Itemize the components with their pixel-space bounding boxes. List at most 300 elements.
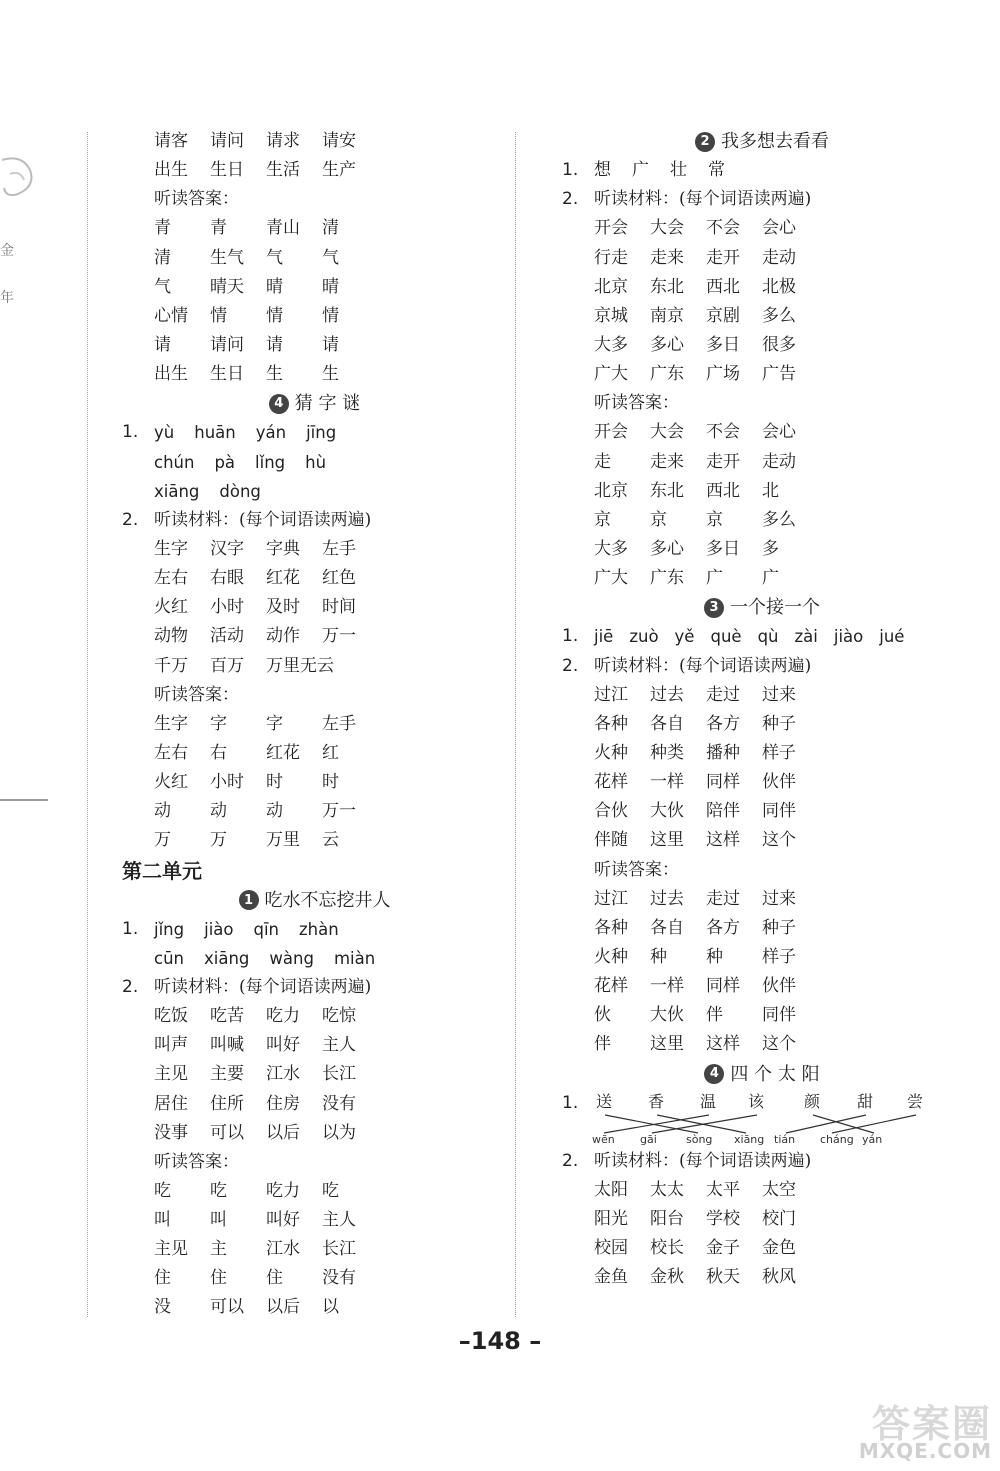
word: 伴随 [594, 830, 628, 851]
word: 大多 [594, 334, 628, 355]
word: 心情 [154, 305, 188, 326]
word: 太平 [706, 1179, 740, 1200]
word: 走来 [650, 247, 684, 268]
word: 这样 [706, 1034, 740, 1055]
word: 生日 [210, 160, 244, 181]
section-heading [562, 593, 962, 622]
section-number-badge: 1 [239, 890, 259, 910]
word: 走 [594, 451, 611, 472]
word: 生日 [210, 364, 244, 385]
question-number: 2. [562, 189, 579, 210]
word: 走动 [762, 451, 796, 472]
word: 万 [210, 830, 227, 851]
word-row [122, 652, 507, 681]
word-list [122, 1002, 507, 1148]
word: 样子 [762, 742, 796, 763]
word-row [122, 768, 507, 797]
word-row [122, 826, 507, 855]
word: 伴 [594, 1034, 611, 1055]
watermark-logo: 答案圈 [871, 1402, 992, 1446]
page-number: –148 – [458, 1327, 542, 1355]
word: 青 [210, 218, 227, 239]
question-label: 听读材料：(每个词语读两遍) [594, 189, 812, 210]
word: 请 [266, 334, 283, 355]
word: 吃惊 [322, 1006, 356, 1027]
word: 清 [154, 247, 171, 268]
pinyin-row [122, 477, 507, 506]
pinyin: huān [194, 423, 236, 443]
word: 种 [706, 946, 723, 967]
word: 京 [650, 509, 667, 530]
word-row [562, 506, 962, 535]
word: 陪伴 [706, 801, 740, 822]
word: 红 [322, 742, 339, 763]
match-pinyin: wēn [592, 1132, 615, 1146]
word: 以 [322, 1297, 339, 1318]
section-heading [122, 389, 507, 418]
pinyin-row [122, 418, 507, 447]
word: 动 [210, 801, 227, 822]
column-divider [515, 132, 516, 1317]
word: 京 [594, 509, 611, 530]
pinyin: chún [154, 452, 195, 472]
word: 伙伴 [762, 976, 796, 997]
word-row [122, 1206, 507, 1235]
word-list [562, 1176, 962, 1293]
match-char: 香 [648, 1091, 665, 1111]
word: 青山 [266, 218, 300, 239]
word: 以为 [322, 1122, 356, 1143]
word-row [562, 1263, 962, 1292]
word: 情 [266, 305, 283, 326]
word: 过江 [594, 684, 628, 705]
section-title: 猜 字 谜 [294, 393, 361, 415]
word: 很多 [762, 334, 796, 355]
word: 走过 [706, 888, 740, 909]
word: 动作 [266, 626, 300, 647]
unit-heading: 第二单元 [122, 858, 202, 883]
word-row [562, 1030, 962, 1059]
pinyin: lǐng [255, 452, 286, 472]
word: 种子 [762, 917, 796, 938]
word-row [122, 1293, 507, 1322]
word: 同伴 [762, 1005, 796, 1026]
side-fragment-char: 金 [0, 243, 14, 259]
pinyin-exercise [122, 418, 507, 505]
word: 多日 [706, 334, 740, 355]
word: 清 [322, 218, 339, 239]
word: 叫好 [266, 1035, 300, 1056]
word: 右眼 [210, 568, 244, 589]
word: 播种 [706, 742, 740, 763]
char-answer: 广 [632, 160, 649, 181]
word: 情 [210, 305, 227, 326]
pinyin: yù [154, 423, 175, 443]
word-row [562, 564, 962, 593]
word: 种 [650, 946, 667, 967]
pinyin: jué [879, 626, 905, 646]
word-row [562, 914, 962, 943]
pinyin: hù [305, 452, 327, 472]
word: 吃 [322, 1180, 339, 1201]
word: 长江 [322, 1239, 356, 1260]
word-row [122, 739, 507, 768]
word-row [562, 797, 962, 826]
question-number: 2. [562, 655, 579, 676]
section-number-badge: 3 [704, 598, 724, 618]
word: 走过 [706, 684, 740, 705]
word: 校门 [762, 1208, 796, 1229]
pinyin: pà [214, 452, 236, 472]
word: 这里 [650, 1034, 684, 1055]
word: 这样 [706, 830, 740, 851]
word: 时间 [322, 597, 356, 618]
word: 一样 [650, 772, 684, 793]
word: 请安 [322, 131, 356, 151]
pinyin: qīn [253, 919, 279, 939]
pinyin-row [122, 448, 507, 477]
word-row [122, 1264, 507, 1293]
answer-label: 听读答案： [594, 859, 679, 880]
word-row [562, 1205, 962, 1234]
word: 万一 [322, 801, 356, 822]
pinyin-answers [594, 622, 920, 652]
word: 时 [322, 772, 339, 793]
word: 一样 [650, 976, 684, 997]
watermark [812, 1393, 992, 1463]
word-row [122, 360, 507, 389]
intro-answers [122, 214, 507, 389]
word: 太阳 [594, 1179, 628, 1200]
word: 左右 [154, 568, 188, 589]
word: 主见 [154, 1064, 188, 1085]
word: 火种 [594, 742, 628, 763]
word: 这个 [762, 1034, 796, 1055]
word: 生 [266, 364, 283, 385]
word: 校长 [650, 1238, 684, 1259]
word-row [562, 360, 962, 389]
word: 过去 [650, 684, 684, 705]
question-label: 听读材料：(每个词语读两遍) [594, 1150, 812, 1171]
word: 过来 [762, 684, 796, 705]
word: 住所 [210, 1093, 244, 1114]
word-row [122, 1031, 507, 1060]
word: 走开 [706, 451, 740, 472]
word: 小时 [210, 772, 244, 793]
word: 多日 [706, 538, 740, 559]
word: 住房 [266, 1093, 300, 1114]
word: 吃 [154, 1180, 171, 1201]
word: 气 [266, 247, 283, 268]
word: 吃力 [266, 1180, 300, 1201]
match-pinyin: xiāng [734, 1132, 765, 1146]
word: 东北 [650, 276, 684, 297]
word: 吃力 [266, 1006, 300, 1027]
word: 晴 [322, 276, 339, 297]
word: 京城 [594, 305, 628, 326]
word-row [562, 710, 962, 739]
match-line [786, 1115, 866, 1133]
match-pinyin: cháng [820, 1132, 854, 1146]
left-column [122, 127, 507, 1323]
word-row [122, 1235, 507, 1264]
word: 东北 [650, 480, 684, 501]
match-char: 该 [748, 1091, 765, 1111]
word: 吃 [210, 1180, 227, 1201]
side-ornament-icon [0, 150, 40, 210]
word: 秋风 [762, 1267, 796, 1288]
match-char: 颜 [804, 1091, 821, 1111]
word: 太太 [650, 1179, 684, 1200]
word: 各种 [594, 917, 628, 938]
pinyin: yě [674, 626, 695, 646]
word: 会心 [762, 218, 796, 239]
word: 生气 [210, 247, 244, 268]
word-row [562, 448, 962, 477]
word-row [122, 331, 507, 360]
word: 动物 [154, 626, 188, 647]
answer-label: 听读答案： [154, 684, 239, 705]
pinyin-row [122, 944, 507, 973]
word: 晴天 [210, 276, 244, 297]
word: 种子 [762, 713, 796, 734]
word: 可以 [210, 1122, 244, 1143]
word-row [562, 1001, 962, 1030]
word: 吃饭 [154, 1006, 188, 1027]
word: 同样 [706, 772, 740, 793]
watermark-url: MXQE.COM [858, 1439, 992, 1463]
word: 请 [322, 334, 339, 355]
word: 左手 [322, 538, 356, 559]
word: 各自 [650, 713, 684, 734]
word: 大伙 [650, 1005, 684, 1026]
pinyin: zhàn [299, 919, 339, 939]
word-row [122, 156, 507, 185]
question-label: 听读材料：(每个词语读两遍) [154, 976, 372, 997]
word: 住 [266, 1268, 283, 1289]
right-column [562, 127, 962, 1292]
word: 秋天 [706, 1267, 740, 1288]
word-row [122, 1177, 507, 1206]
word: 广大 [594, 364, 628, 385]
word-row [562, 331, 962, 360]
section-number-badge: 4 [269, 394, 289, 414]
word: 千万 [154, 655, 188, 676]
answer-list [562, 885, 962, 1060]
word-row [562, 535, 962, 564]
word: 红花 [266, 742, 300, 763]
word: 气 [322, 247, 339, 268]
word-row [122, 622, 507, 651]
word: 行走 [594, 247, 628, 268]
pinyin: dòng [219, 481, 261, 501]
section-title: 吃水不忘挖井人 [264, 889, 391, 911]
word: 火红 [154, 597, 188, 618]
word: 各种 [594, 713, 628, 734]
word: 花样 [594, 772, 628, 793]
word: 金秋 [650, 1267, 684, 1288]
word: 及时 [266, 597, 300, 618]
word-row [562, 1176, 962, 1205]
word: 广告 [762, 364, 796, 385]
word: 广东 [650, 364, 684, 385]
word: 这个 [762, 830, 796, 851]
word: 火种 [594, 946, 628, 967]
word-row [122, 1090, 507, 1119]
word-row [562, 1234, 962, 1263]
word: 广大 [594, 568, 628, 589]
word: 多心 [650, 334, 684, 355]
word: 伙 [594, 1005, 611, 1026]
word: 气 [154, 276, 171, 297]
pinyin: jiē [594, 626, 614, 646]
word-row [122, 214, 507, 243]
word-row [562, 302, 962, 331]
word: 左手 [322, 713, 356, 734]
answer-list [562, 418, 962, 593]
question-number: 2. [562, 1150, 579, 1171]
answer-label: 听读答案： [154, 1151, 239, 1172]
word: 北京 [594, 480, 628, 501]
word: 大多 [594, 538, 628, 559]
word: 生字 [154, 538, 188, 559]
question-2 [562, 1147, 962, 1176]
word: 广东 [650, 568, 684, 589]
word-row [562, 244, 962, 273]
word: 请问 [210, 334, 244, 355]
word: 活动 [210, 626, 244, 647]
word: 阳台 [650, 1208, 684, 1229]
word: 百万 [210, 655, 244, 676]
word: 情 [322, 305, 339, 326]
word-row [122, 273, 507, 302]
section-heading [122, 886, 507, 915]
word-row [562, 273, 962, 302]
section-title: 四 个 太 阳 [730, 1063, 820, 1085]
word-row [562, 418, 962, 447]
word: 广 [706, 568, 723, 589]
pinyin: miàn [333, 948, 376, 968]
word: 主人 [322, 1035, 356, 1056]
word: 多么 [762, 509, 796, 530]
word: 万里无云 [266, 655, 334, 676]
pinyin: yán [255, 423, 287, 443]
word: 没有 [322, 1268, 356, 1289]
section-title: 一个接一个 [730, 597, 820, 619]
word: 万里 [266, 830, 300, 851]
word-row [562, 826, 962, 855]
word: 出生 [154, 364, 188, 385]
word-row [122, 1060, 507, 1089]
question-number: 1. [562, 1092, 579, 1113]
word: 叫声 [154, 1035, 188, 1056]
matching-exercise [562, 1089, 962, 1147]
word: 生产 [322, 160, 356, 181]
pinyin-exercise [122, 915, 507, 973]
word: 请问 [210, 131, 244, 151]
word: 万 [154, 830, 171, 851]
word: 主见 [154, 1239, 188, 1260]
word: 不会 [706, 422, 740, 443]
question-2 [562, 185, 962, 214]
word: 动 [154, 801, 171, 822]
word-row [122, 797, 507, 826]
word: 金鱼 [594, 1267, 628, 1288]
word-row [562, 681, 962, 710]
word-row [122, 564, 507, 593]
word-row [122, 535, 507, 564]
char-answers [594, 156, 746, 185]
match-char: 送 [596, 1091, 613, 1111]
answer-label: 听读答案： [154, 189, 239, 210]
word: 样子 [762, 946, 796, 967]
word: 请求 [266, 131, 300, 151]
word: 青 [154, 218, 171, 239]
pinyin: qù [757, 626, 779, 646]
word: 大会 [650, 218, 684, 239]
match-char: 温 [700, 1091, 717, 1111]
section-title: 我多想去看看 [721, 131, 829, 152]
word: 时 [266, 772, 283, 793]
word: 会心 [762, 422, 796, 443]
question-1 [562, 156, 962, 185]
question-2 [122, 506, 507, 535]
word-row [122, 593, 507, 622]
word: 晴 [266, 276, 283, 297]
word: 大伙 [650, 801, 684, 822]
word: 多心 [650, 538, 684, 559]
question-2 [122, 973, 507, 1002]
word: 开会 [594, 218, 628, 239]
answer-list [122, 1177, 507, 1323]
word: 叫 [154, 1210, 171, 1231]
match-char: 尝 [907, 1091, 924, 1111]
word-list [122, 535, 507, 681]
pinyin: jiào [833, 626, 864, 646]
question-label: 听读材料：(每个词语读两遍) [594, 655, 812, 676]
question-number: 1. [562, 160, 579, 181]
pinyin: zuò [629, 626, 659, 646]
word: 西北 [706, 276, 740, 297]
word: 大会 [650, 422, 684, 443]
side-rule [0, 799, 48, 801]
word-row [562, 885, 962, 914]
question-number: 1. [122, 422, 139, 443]
word: 过去 [650, 888, 684, 909]
word: 学校 [706, 1208, 740, 1229]
word-row [562, 972, 962, 1001]
pinyin: zài [794, 626, 818, 646]
word: 走开 [706, 247, 740, 268]
char-answer: 想 [594, 160, 611, 181]
word: 住 [154, 1268, 171, 1289]
section-heading [562, 1060, 962, 1089]
word: 主 [210, 1239, 227, 1260]
word-list [562, 214, 962, 389]
word: 同伴 [762, 801, 796, 822]
question-1 [562, 622, 962, 651]
word: 不会 [706, 218, 740, 239]
word: 以后 [266, 1297, 300, 1318]
word-row [562, 477, 962, 506]
answer-label: 听读答案： [594, 393, 679, 414]
section-number-badge: 2 [695, 132, 715, 152]
word: 请客 [154, 131, 188, 151]
question-number: 2. [122, 509, 139, 530]
word: 字 [210, 713, 227, 734]
word-row [562, 739, 962, 768]
word: 生字 [154, 713, 188, 734]
